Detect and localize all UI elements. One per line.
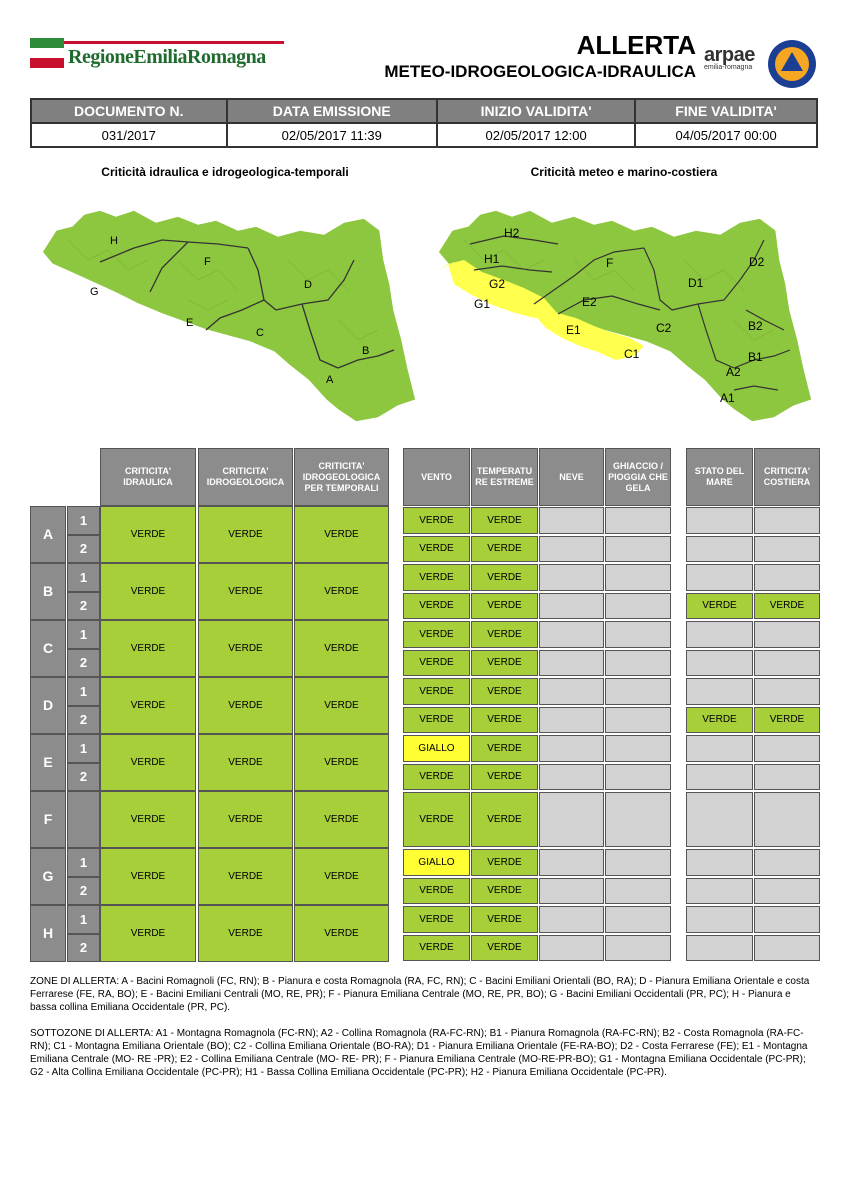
cell-costiera-B2: VERDE (754, 593, 820, 620)
cell-costiera-C2 (754, 650, 820, 677)
svg-text:D: D (304, 279, 312, 291)
cell-vento-E2: VERDE (403, 764, 470, 791)
cell-idrogeologica-H: VERDE (198, 905, 293, 962)
cell-neve-E2 (539, 764, 604, 791)
cell-costiera-D1 (754, 678, 820, 705)
cell-neve-G1 (539, 849, 604, 876)
cell-neve-B2 (539, 593, 604, 620)
cell-costiera-F (754, 792, 820, 847)
cell-costiera-A2 (754, 536, 820, 563)
page-subtitle: METEO-IDROGEOLOGICA-IDRAULICA (384, 62, 696, 81)
svg-text:A2: A2 (726, 365, 741, 379)
cell-idraulica-D: VERDE (100, 677, 196, 734)
subzone-label-H1: 1 (67, 905, 100, 934)
subzone-label-H2: 2 (67, 934, 100, 963)
cell-ghiaccio-D1 (605, 678, 671, 705)
cell-costiera-E1 (754, 735, 820, 762)
cell-vento-D2: VERDE (403, 707, 470, 734)
cell-costiera-H2 (754, 935, 820, 962)
cell-stato-mare-B2: VERDE (686, 593, 753, 620)
cell-temperature-B2: VERDE (471, 593, 538, 620)
cell-neve-C1 (539, 621, 604, 648)
cell-stato-mare-A1 (686, 507, 753, 534)
value-documento: 031/2017 (31, 123, 227, 147)
org-name: RegioneEmiliaRomagna (68, 46, 266, 68)
svg-text:C2: C2 (656, 321, 672, 335)
svg-text:H: H (110, 235, 118, 247)
cell-stato-mare-A2 (686, 536, 753, 563)
cell-costiera-G2 (754, 878, 820, 905)
cell-temperature-G2: VERDE (471, 878, 538, 905)
cell-idraulica-H: VERDE (100, 905, 196, 962)
cell-stato-mare-E1 (686, 735, 753, 762)
cell-ghiaccio-G1 (605, 849, 671, 876)
cell-vento-D1: VERDE (403, 678, 470, 705)
svg-text:C: C (256, 327, 264, 339)
cell-stato-mare-C2 (686, 650, 753, 677)
cell-idrogeologica-A: VERDE (198, 506, 293, 563)
map-left (38, 200, 418, 425)
cell-costiera-A1 (754, 507, 820, 534)
cell-neve-F (539, 792, 604, 847)
subzone-label-D2: 2 (67, 706, 100, 735)
cell-neve-D1 (539, 678, 604, 705)
cell-temperature-F: VERDE (471, 792, 538, 847)
value-fine-validita: 04/05/2017 00:00 (635, 123, 817, 147)
subzone-label-A2: 2 (67, 535, 100, 564)
cell-stato-mare-G1 (686, 849, 753, 876)
cell-neve-A1 (539, 507, 604, 534)
cell-stato-mare-G2 (686, 878, 753, 905)
svg-text:G: G (90, 286, 99, 298)
cell-ghiaccio-E1 (605, 735, 671, 762)
cell-vento-E1: GIALLO (403, 735, 470, 762)
cell-temperature-E2: VERDE (471, 764, 538, 791)
cell-vento-B2: VERDE (403, 593, 470, 620)
cell-temporali-F: VERDE (294, 791, 389, 848)
cell-neve-B1 (539, 564, 604, 591)
subzone-label-E1: 1 (67, 734, 100, 763)
cell-idrogeologica-G: VERDE (198, 848, 293, 905)
cell-stato-mare-H2 (686, 935, 753, 962)
arpae-logo: arpae emilia-romagna (704, 44, 755, 71)
svg-text:D1: D1 (688, 276, 704, 290)
subzone-label-B2: 2 (67, 592, 100, 621)
regione-flag-icon (30, 38, 64, 68)
subzone-label-D1: 1 (67, 677, 100, 706)
subzone-label-E2: 2 (67, 763, 100, 792)
cell-vento-F: VERDE (403, 792, 470, 847)
cell-ghiaccio-G2 (605, 878, 671, 905)
subzone-label-B1: 1 (67, 563, 100, 592)
cell-neve-D2 (539, 707, 604, 734)
header-criticita-costiera: CRITICITA' COSTIERA (754, 448, 820, 506)
cell-temporali-H: VERDE (294, 905, 389, 962)
value-inizio-validita: 02/05/2017 12:00 (437, 123, 635, 147)
svg-text:B: B (362, 345, 370, 357)
cell-neve-H1 (539, 906, 604, 933)
cell-stato-mare-E2 (686, 764, 753, 791)
subzone-label-A1: 1 (67, 506, 100, 535)
header-vento: VENTO (403, 448, 470, 506)
svg-text:E: E (186, 317, 194, 329)
cell-ghiaccio-H1 (605, 906, 671, 933)
cell-temporali-C: VERDE (294, 620, 389, 677)
cell-ghiaccio-C2 (605, 650, 671, 677)
svg-text:C1: C1 (624, 347, 640, 361)
zone-label-H: H (30, 905, 66, 962)
cell-idraulica-A: VERDE (100, 506, 196, 563)
svg-text:A: A (326, 374, 334, 386)
cell-stato-mare-C1 (686, 621, 753, 648)
cell-neve-E1 (539, 735, 604, 762)
svg-text:B2: B2 (748, 319, 763, 333)
cell-idrogeologica-F: VERDE (198, 791, 293, 848)
svg-text:G1: G1 (474, 297, 491, 311)
cell-temporali-G: VERDE (294, 848, 389, 905)
cell-ghiaccio-A1 (605, 507, 671, 534)
cell-temperature-A1: VERDE (471, 507, 538, 534)
cell-temporali-A: VERDE (294, 506, 389, 563)
cell-costiera-B1 (754, 564, 820, 591)
cell-idraulica-B: VERDE (100, 563, 196, 620)
cell-temperature-D1: VERDE (471, 678, 538, 705)
map-left-region (42, 210, 416, 422)
cell-costiera-H1 (754, 906, 820, 933)
cell-temperature-B1: VERDE (471, 564, 538, 591)
subzone-label-C2: 2 (67, 649, 100, 678)
map-right-title: Criticità meteo e marino-costiera (530, 165, 718, 179)
zone-label-C: C (30, 620, 66, 677)
cell-stato-mare-F (686, 792, 753, 847)
cell-vento-G1: GIALLO (403, 849, 470, 876)
zone-label-D: D (30, 677, 66, 734)
zone-label-A: A (30, 506, 66, 563)
subzones-legend: SOTTOZONE DI ALLERTA: A1 - Montagna Romagnola (FC-RN); A2 - Collina Romagnola (RA-FC-RN); B1 - Pianura Romagnola (RA-FC-RN); B2 - Costa Romagnola (RA-FC-RN); C1 - Montagna Emiliana Orientale (BO); C2 - Collina Emiliana Orientale (BO-RA); D1 - Pianura Emiliana Orientale (FE-RA-BO); D2 - Costa Ferrarese (FE); E1 - Montagna Emiliana Centrale (MO- RE -PR); E2 - Collina Emiliana Centrale (MO- RE- PR); F - Pianura Emiliana Centrale (MO-RE-PR-BO); G1 - Montagna Emiliana Occidentale (PC-PR); G2 - Alta Collina Emiliana Occidentale (PC-PR); H1 - Bassa Collina Emiliana Occidentale (PC-PR); H2 - Pianura Emiliana Occidentale (PC-PR). (30, 1028, 808, 1078)
cell-stato-mare-H1 (686, 906, 753, 933)
subzone-label-G1: 1 (67, 848, 100, 877)
cell-idrogeologica-D: VERDE (198, 677, 293, 734)
cell-idrogeologica-B: VERDE (198, 563, 293, 620)
svg-text:H2: H2 (504, 226, 520, 240)
cell-temperature-D2: VERDE (471, 707, 538, 734)
value-data-emissione: 02/05/2017 11:39 (227, 123, 438, 147)
cell-temperature-H1: VERDE (471, 906, 538, 933)
cell-ghiaccio-A2 (605, 536, 671, 563)
cell-vento-H2: VERDE (403, 935, 470, 962)
cell-ghiaccio-H2 (605, 935, 671, 962)
svg-text:E2: E2 (582, 295, 597, 309)
svg-text:B1: B1 (748, 350, 763, 364)
cell-idraulica-G: VERDE (100, 848, 196, 905)
cell-vento-A2: VERDE (403, 536, 470, 563)
cell-vento-C2: VERDE (403, 650, 470, 677)
cell-temporali-E: VERDE (294, 734, 389, 791)
cell-stato-mare-D1 (686, 678, 753, 705)
cell-vento-A1: VERDE (403, 507, 470, 534)
zones-legend: ZONE DI ALLERTA: A - Bacini Romagnoli (FC, RN); B - Pianura e costa Romagnola (RA, FC, RN); C - Bacini Emiliani Orientali (BO, RA); D - Pianura Emiliana Orientale e costa Ferrarese (FE, RA, BO); E - Bacini Emiliani Centrali (MO, RE, PR); F - Pianura Emiliana Centrale (MO, RE, PR, BO); G - Bacini Emiliani Occidentali (PR, PC); H - Pianura e bassa collina Emiliana Occidentale (PR, PC). (30, 976, 810, 1013)
cell-neve-C2 (539, 650, 604, 677)
zone-label-F: F (30, 791, 66, 848)
cell-ghiaccio-B2 (605, 593, 671, 620)
cell-temperature-E1: VERDE (471, 735, 538, 762)
cell-temperature-C2: VERDE (471, 650, 538, 677)
cell-ghiaccio-F (605, 792, 671, 847)
subzone-label-G2: 2 (67, 877, 100, 906)
header-fine-validita: FINE VALIDITA' (635, 99, 817, 123)
header-inizio-validita: INIZIO VALIDITA' (437, 99, 635, 123)
cell-costiera-E2 (754, 764, 820, 791)
svg-text:G2: G2 (489, 277, 506, 291)
svg-text:D2: D2 (749, 255, 765, 269)
cell-costiera-D2: VERDE (754, 707, 820, 734)
zone-label-G: G (30, 848, 66, 905)
header-stato-mare: STATO DEL MARE (686, 448, 753, 506)
header-criticita-temporali: CRITICITA' IDROGEOLOGICA PER TEMPORALI (294, 448, 389, 506)
cell-temperature-G1: VERDE (471, 849, 538, 876)
cell-temporali-D: VERDE (294, 677, 389, 734)
svg-text:E1: E1 (566, 323, 581, 337)
zone-label-B: B (30, 563, 66, 620)
header-data-emissione: DATA EMISSIONE (227, 99, 438, 123)
subzone-label-F (67, 791, 100, 848)
cell-vento-G2: VERDE (403, 878, 470, 905)
cell-vento-B1: VERDE (403, 564, 470, 591)
header-corner (30, 448, 100, 506)
cell-ghiaccio-E2 (605, 764, 671, 791)
regione-logo (30, 38, 266, 72)
cell-temporali-B: VERDE (294, 563, 389, 620)
svg-text:A1: A1 (720, 391, 735, 405)
cell-ghiaccio-D2 (605, 707, 671, 734)
zone-label-E: E (30, 734, 66, 791)
protezione-civile-logo-icon (766, 38, 818, 90)
cell-neve-G2 (539, 878, 604, 905)
cell-neve-H2 (539, 935, 604, 962)
cell-vento-C1: VERDE (403, 621, 470, 648)
page-title: ALLERTA (576, 30, 696, 60)
header-temperature: TEMPERATU RE ESTREME (471, 448, 538, 506)
cell-stato-mare-B1 (686, 564, 753, 591)
header-neve: NEVE (539, 448, 604, 506)
map-right (434, 200, 814, 425)
subzone-label-C1: 1 (67, 620, 100, 649)
cell-ghiaccio-C1 (605, 621, 671, 648)
cell-idrogeologica-E: VERDE (198, 734, 293, 791)
cell-vento-H1: VERDE (403, 906, 470, 933)
document-info-table (30, 98, 818, 148)
header-criticita-idraulica: CRITICITA' IDRAULICA (100, 448, 196, 506)
cell-stato-mare-D2: VERDE (686, 707, 753, 734)
map-left-title: Criticità idraulica e idrogeologica-temporali (101, 165, 349, 179)
header-criticita-idrogeologica: CRITICITA' IDROGEOLOGICA (198, 448, 293, 506)
header-documento: DOCUMENTO N. (31, 99, 227, 123)
svg-text:H1: H1 (484, 252, 500, 266)
cell-idraulica-E: VERDE (100, 734, 196, 791)
cell-idraulica-C: VERDE (100, 620, 196, 677)
cell-ghiaccio-B1 (605, 564, 671, 591)
cell-temperature-C1: VERDE (471, 621, 538, 648)
cell-temperature-A2: VERDE (471, 536, 538, 563)
header-ghiaccio: GHIACCIO / PIOGGIA CHE GELA (605, 448, 671, 506)
cell-idraulica-F: VERDE (100, 791, 196, 848)
svg-text:F: F (606, 256, 614, 270)
svg-text:F: F (204, 256, 211, 268)
cell-neve-A2 (539, 536, 604, 563)
cell-temperature-H2: VERDE (471, 935, 538, 962)
cell-costiera-G1 (754, 849, 820, 876)
cell-idrogeologica-C: VERDE (198, 620, 293, 677)
cell-costiera-C1 (754, 621, 820, 648)
